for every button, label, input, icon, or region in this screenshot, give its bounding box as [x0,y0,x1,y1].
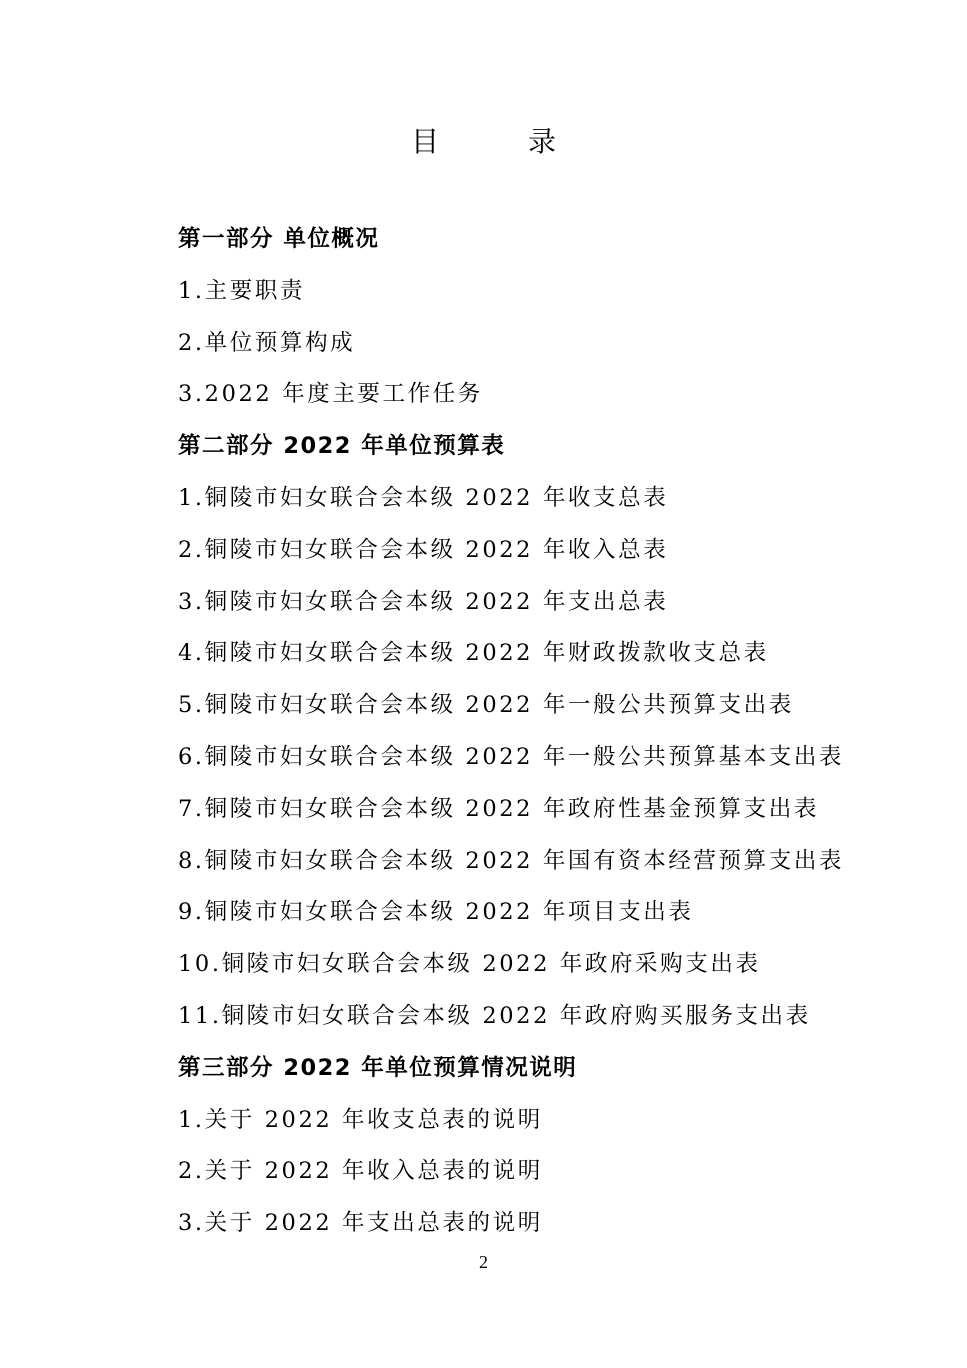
toc-item: 2.铜陵市妇女联合会本级 2022 年收入总表 [178,536,669,563]
toc-item: 4.铜陵市妇女联合会本级 2022 年财政拨款收支总表 [178,640,769,667]
page-number: 2 [479,1252,488,1272]
toc-item: 7.铜陵市妇女联合会本级 2022 年政府性基金预算支出表 [178,795,819,822]
toc-item: 3.铜陵市妇女联合会本级 2022 年支出总表 [178,588,669,615]
toc-item: 1.铜陵市妇女联合会本级 2022 年收支总表 [178,484,669,511]
toc-item: 1.主要职责 [178,277,306,304]
toc-part-3: 第三部分 2022 年单位预算情况说明 [178,1054,578,1081]
toc-item: 10.铜陵市妇女联合会本级 2022 年政府采购支出表 [178,951,761,978]
toc-item: 1.关于 2022 年收支总表的说明 [178,1106,543,1133]
toc-part-1: 第一部分 单位概况 [178,226,380,252]
toc-item: 3.2022 年度主要工作任务 [178,381,483,408]
table-of-contents [178,214,918,1250]
toc-item: 3.关于 2022 年支出总表的说明 [178,1210,543,1237]
toc-item: 8.铜陵市妇女联合会本级 2022 年国有资本经营预算支出表 [178,847,845,874]
toc-part-2: 第二部分 2022 年单位预算表 [178,433,506,460]
toc-item: 2.关于 2022 年收入总表的说明 [178,1158,543,1185]
toc-item: 5.铜陵市妇女联合会本级 2022 年一般公共预算支出表 [178,692,794,719]
toc-item: 6.铜陵市妇女联合会本级 2022 年一般公共预算基本支出表 [178,743,845,770]
toc-item: 9.铜陵市妇女联合会本级 2022 年项目支出表 [178,899,694,926]
toc-item: 2.单位预算构成 [178,329,356,356]
toc-item: 11.铜陵市妇女联合会本级 2022 年政府购买服务支出表 [178,1002,811,1029]
page-title: 目 录 [411,125,596,158]
